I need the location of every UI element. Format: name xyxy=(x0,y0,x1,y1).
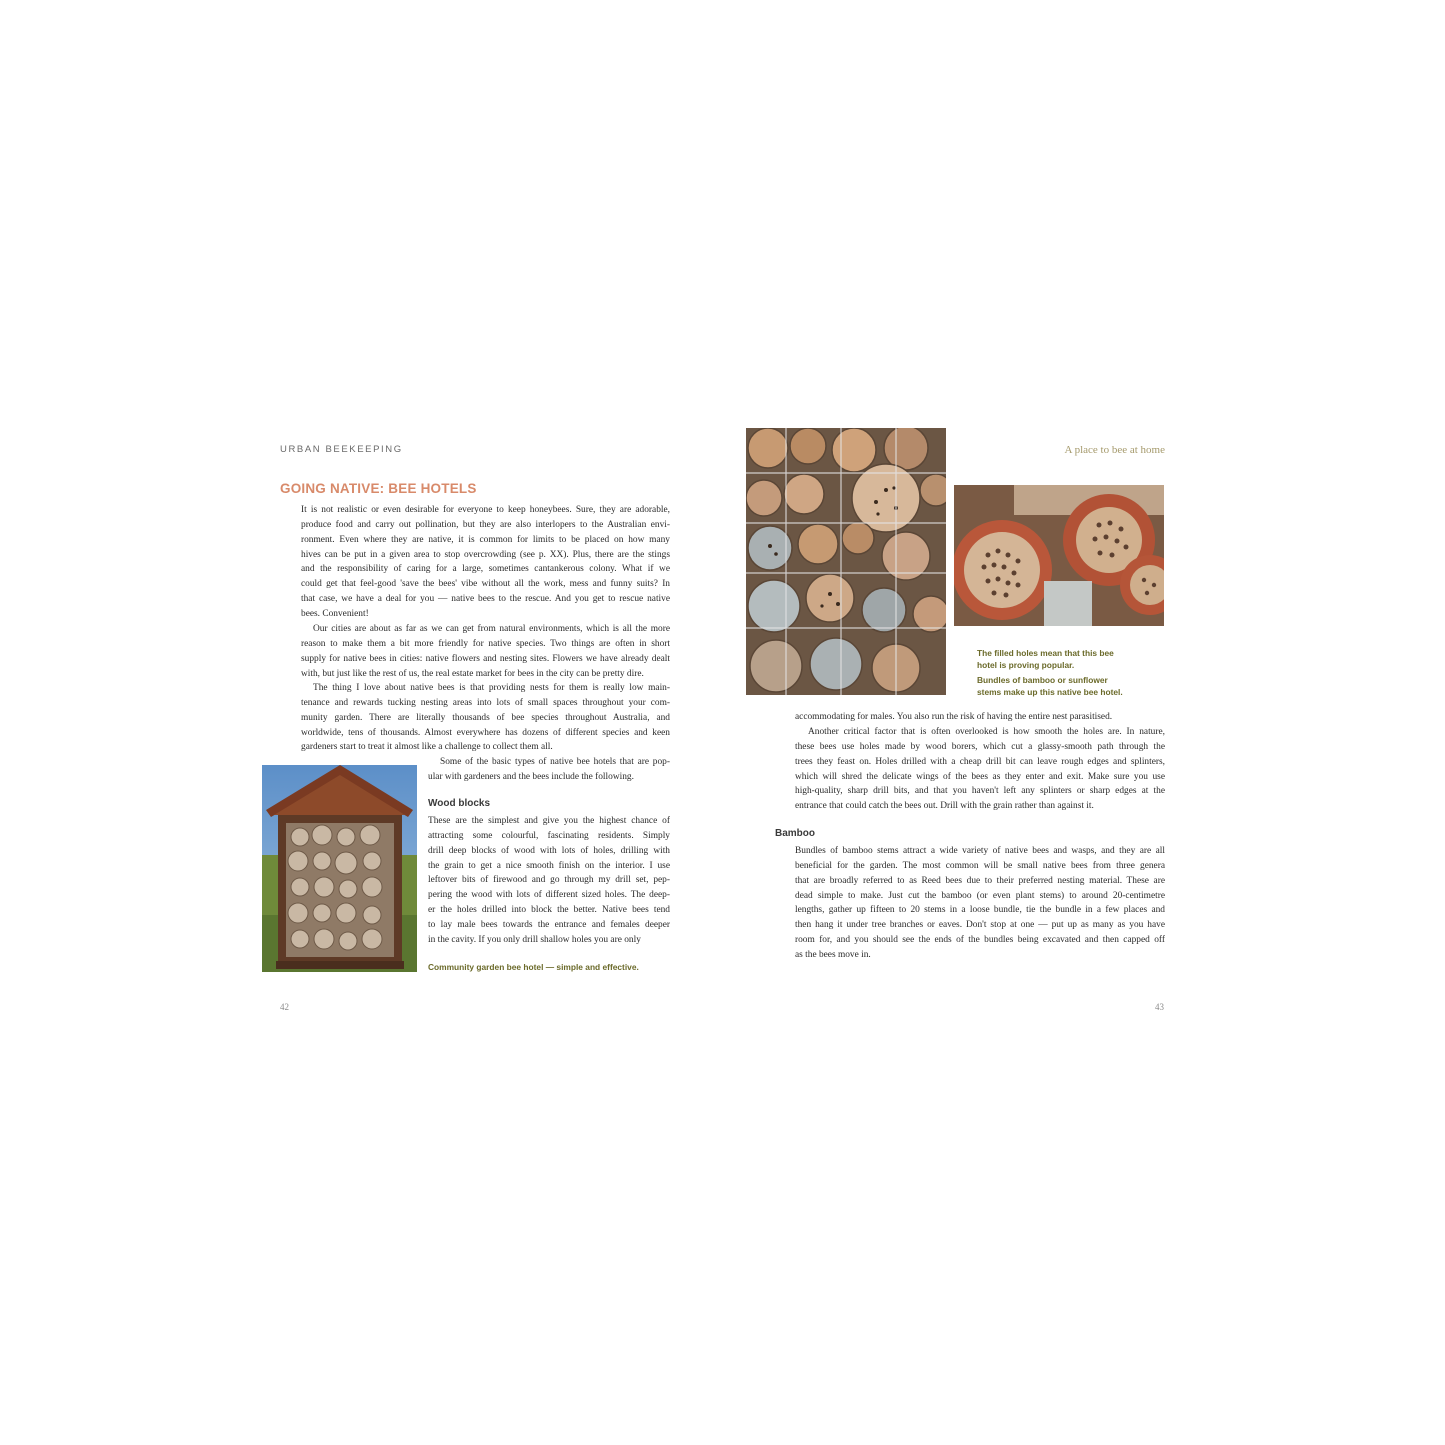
text-line: trees they feast on. Holes drilled with a cheap drill bit can leave rough edges and splinters, xyxy=(795,756,1165,767)
text-line: tenance and rewards tucking nesting areas into lots of small spaces throughout your com- xyxy=(301,697,670,708)
paragraph-cities xyxy=(301,622,670,681)
text-line: Bundles of bamboo stems attract a wide variety of native bees and wasps, and they are all xyxy=(795,846,1165,856)
text-line: Our cities are about as far as we can get from natural environments, which is all the more xyxy=(313,624,670,634)
running-head-right: A place to bee at home xyxy=(1064,444,1165,456)
paragraph-types xyxy=(428,755,670,785)
text-line: attracting some colourful, fascinating residents. Simply xyxy=(428,830,670,841)
page-number-left: 42 xyxy=(280,1002,289,1012)
text-line: gardeners start to treat it almost like a challenge to collect them all. xyxy=(301,742,553,753)
text-line: dead simple to make. Just cut the bamboo (or even plant stems) to around 20-centimetre xyxy=(795,890,1165,901)
caption-filled-holes-line-2: hotel is proving popular. xyxy=(977,659,1075,670)
caption-community-garden: Community garden bee hotel — simple and effective. xyxy=(428,962,639,972)
paragraph-wood-blocks xyxy=(428,814,670,948)
caption-filled-holes xyxy=(977,648,1114,671)
text-line: high-quality, sharp drill bits, and that you haven't left any splinters or sharp edges at the xyxy=(795,786,1165,797)
wood-log-bee-hotel-photo xyxy=(746,428,946,695)
subheading-wood-blocks: Wood blocks xyxy=(428,798,491,809)
text-line: beneficial for the garden. The most common will be small native bees from three genera xyxy=(795,860,1165,871)
text-line: er the holes drilled into block the better. Native bees tend xyxy=(428,905,670,916)
bee-hotel-wooden-house-photo xyxy=(262,765,417,972)
text-line: munity garden. There are literally thousands of bee species throughout Australia, and xyxy=(301,712,670,723)
text-line: supply for native bees in cities: native flowers and nesting sites. Flowers we have already dealt xyxy=(301,653,670,664)
paragraph-intro xyxy=(301,503,670,622)
subheading-bamboo: Bamboo xyxy=(775,828,815,839)
text-line: to lay male bees towards the entrance and females deeper xyxy=(428,919,670,930)
paragraph-accommodating xyxy=(795,710,1165,725)
text-line: produce food and carry out pollination, but they are also interlopers to the Australian envi- xyxy=(301,519,670,530)
text-line: which will shred the delicate wings of the bees as they enter and exit. Make sure you use xyxy=(795,771,1165,782)
text-line: entrance that could catch the bees out. Drill with the grain rather than against it. xyxy=(795,801,1094,812)
text-line: These are the simplest and give you the highest chance of xyxy=(428,816,670,826)
text-line: leftover bits of firewood and go through my drill set, pep- xyxy=(428,875,670,886)
text-line: hives can be put in a given area to stop overcrowding (see p. XX). Plus, there are the stings xyxy=(301,549,670,560)
section-heading: GOING NATIVE: BEE HOTELS xyxy=(280,481,477,496)
text-line: with, but just like the rest of us, the real estate market for bees in the city can be pretty dire. xyxy=(301,668,644,679)
text-line: It is not realistic or even desirable for everyone to keep honeybees. Sure, they are adorable, xyxy=(301,505,670,515)
paragraph-smooth-holes xyxy=(795,725,1165,814)
text-line: the grain to get a nice smooth finish on the interior. I use xyxy=(428,860,670,871)
text-line: and the responsibility of caring for a large, sometimes cantankerous colony. What if we xyxy=(301,564,670,575)
text-line: ular with gardeners and the bees include the following. xyxy=(428,771,634,782)
text-line: then hang it under tree branches or eaves. Don't stop at one — put up as many as you have xyxy=(795,920,1165,931)
text-line: pering the wood with lots of different sized holes. The deep- xyxy=(428,890,670,901)
text-line: accommodating for males. You also run the risk of having the entire nest parasitised. xyxy=(795,712,1113,722)
text-line: that are broadly referred to as Reed bees due to their preferred nesting material. These are xyxy=(795,875,1165,886)
caption-bamboo-line-2: stems make up this native bee hotel. xyxy=(977,686,1123,697)
text-line: The thing I love about native bees is that providing nests for them is really low main- xyxy=(313,683,670,693)
text-line: could get that feel-good 'save the bees' vibe without all the work, mess and funny suits? In xyxy=(301,579,670,590)
text-line: that case, we have a deal for you — native bees to the rescue. And you get to rescue native xyxy=(301,594,670,605)
text-line: in the cavity. If you only drill shallow holes you are only xyxy=(428,934,641,945)
caption-bamboo-line-1: Bundles of bamboo or sunflower xyxy=(977,675,1108,685)
page-number-right: 43 xyxy=(1155,1002,1164,1012)
text-line: bees. Convenient! xyxy=(301,608,369,619)
caption-bamboo-bundles xyxy=(977,675,1123,698)
text-line: lengths, gather up fifteen to 20 stems in a loose bundle, tie the bundle in a few places and xyxy=(795,905,1165,916)
paragraph-bamboo xyxy=(795,844,1165,963)
paragraph-native-bees xyxy=(301,681,670,755)
text-line: Some of the basic types of native bee hotels that are pop- xyxy=(440,757,670,767)
text-line: these bees use holes made by wood borers, which cut a glassy-smooth path through the xyxy=(795,741,1165,752)
text-line: as the bees move in. xyxy=(795,949,871,960)
text-line: worldwide, tens of thousands. Almost everywhere has dozens of different species and keen xyxy=(301,727,670,738)
terracotta-bamboo-bee-hotel-photo xyxy=(954,485,1164,626)
text-line: ronment. Even where they are native, it is common for limits to be placed on how many xyxy=(301,534,670,545)
caption-filled-holes-line-1: The filled holes mean that this bee xyxy=(977,648,1114,658)
text-line: drill deep blocks of wood with lots of holes, drilling with xyxy=(428,845,670,856)
text-line: reason to make them a bit more friendly for native species. Two things are often in short xyxy=(301,638,670,649)
text-line: room for, and you should see the ends of the bundles being excavated and then capped off xyxy=(795,935,1165,946)
text-line: Another critical factor that is often overlooked is how smooth the holes are. In nature, xyxy=(808,727,1165,737)
running-head-left: URBAN BEEKEEPING xyxy=(280,444,403,455)
